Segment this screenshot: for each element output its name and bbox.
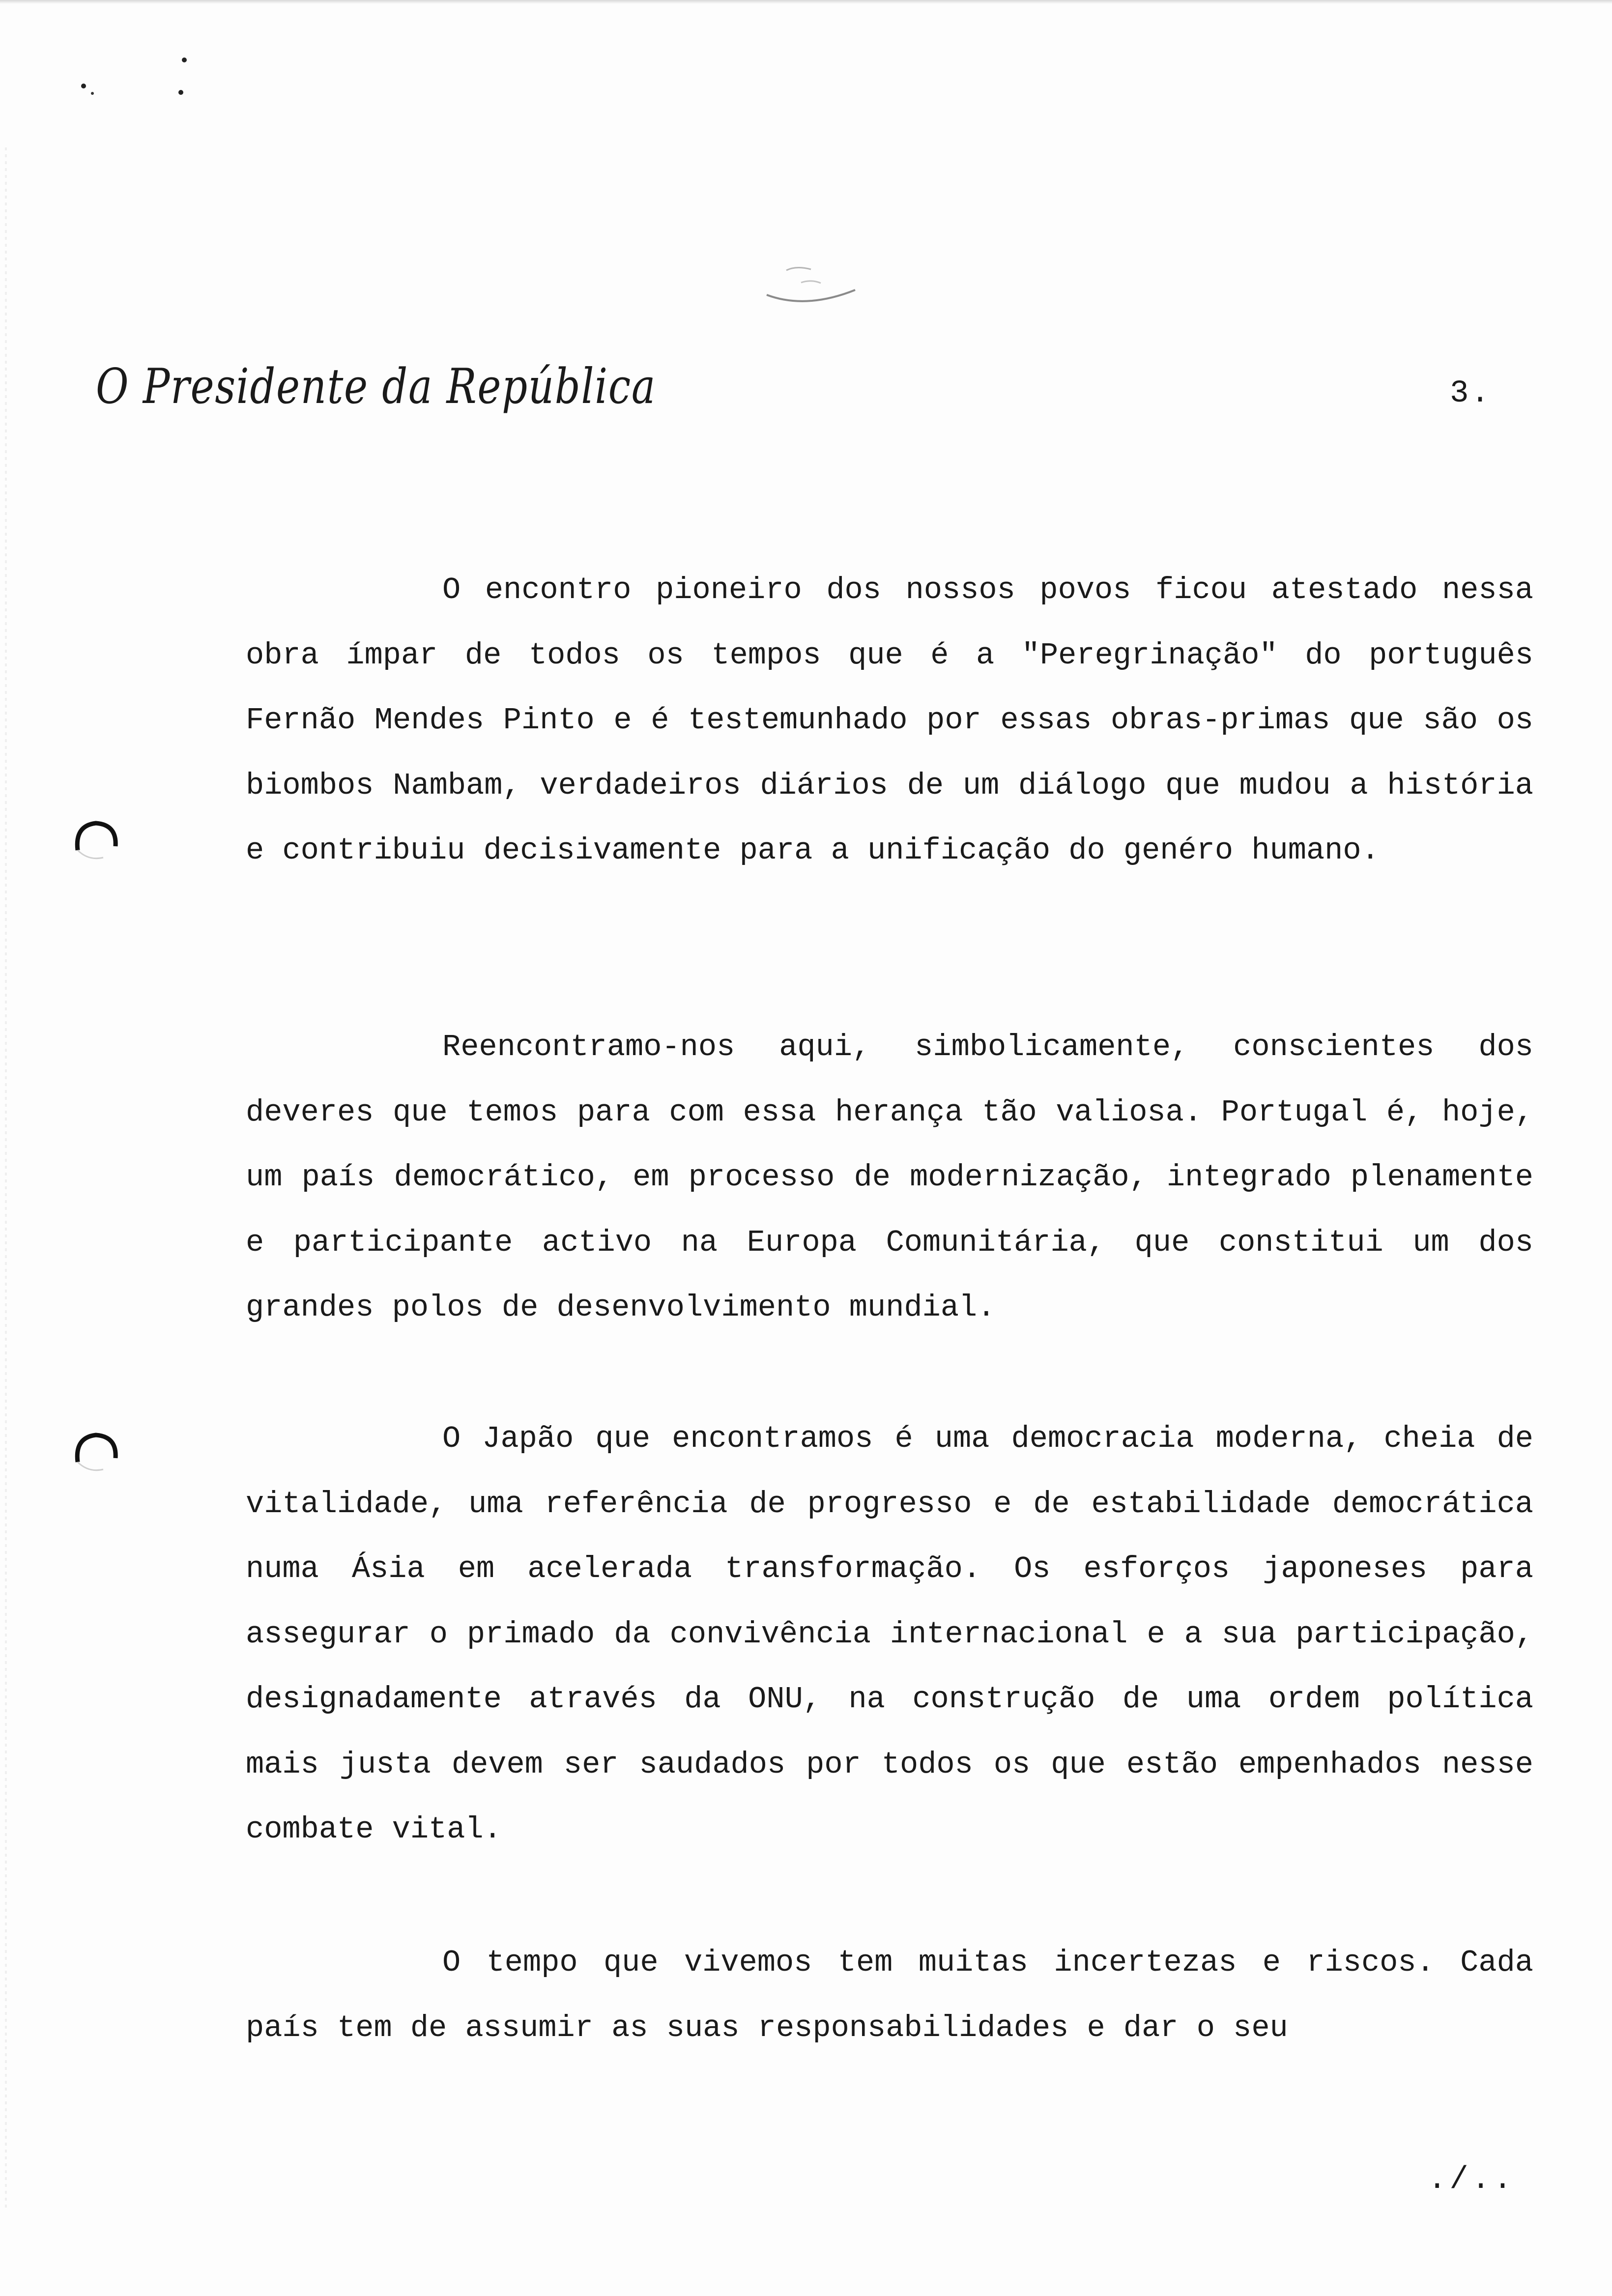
paragraph: Reencontramo-nos aqui, simbolicamente, conscientes dos deveres que temos para com essa herança tão valiosa. Portugal é, hoje, um país democrático, em processo de modernização, integrado plenamente e participante activo na Europa Comunitária, que constitui um dos grandes polos de desenvolvimento mundial. — [246, 1030, 1533, 1325]
page-number: 3. — [1450, 376, 1492, 411]
letterhead-signature — [96, 344, 676, 432]
faint-seal-mark — [757, 236, 865, 319]
letterhead-text: O Presidente da República — [96, 359, 656, 415]
paragraph: O encontro pioneiro dos nossos povos ficou atestado nessa obra ímpar de todos os tempos que é a "Peregrinação" do português Fernão Mendes Pinto e é testemunhado por essas obras-primas que são os biombos Nambam, verdadeiros diários de um diálogo que mudou a história e contribuiu decisivamente para a unificação do genéro humano. — [246, 573, 1533, 868]
punch-hole-icon — [69, 1428, 123, 1477]
punch-hole-icon — [69, 816, 123, 865]
scan-edge-artifact — [5, 147, 7, 2211]
scan-specks — [74, 54, 202, 108]
paragraph: O tempo que vivemos tem muitas incertezas e riscos. Cada país tem de assumir as suas responsabilidades e dar o seu — [246, 1945, 1533, 2045]
paragraph: O Japão que encontramos é uma democracia moderna, cheia de vitalidade, uma referência de progresso e de estabilidade democrática numa Ásia em acelerada transformação. Os esforços japoneses para assegurar o primado da convivência internacional e a sua participação, designadamente através da ONU, na construção de uma ordem política mais justa devem ser saudados por todos os que estão empenhados nesse combate vital. — [246, 1421, 1533, 1847]
scan-edge-shadow — [0, 0, 1612, 4]
continuation-mark: ./.. — [1428, 2162, 1515, 2198]
